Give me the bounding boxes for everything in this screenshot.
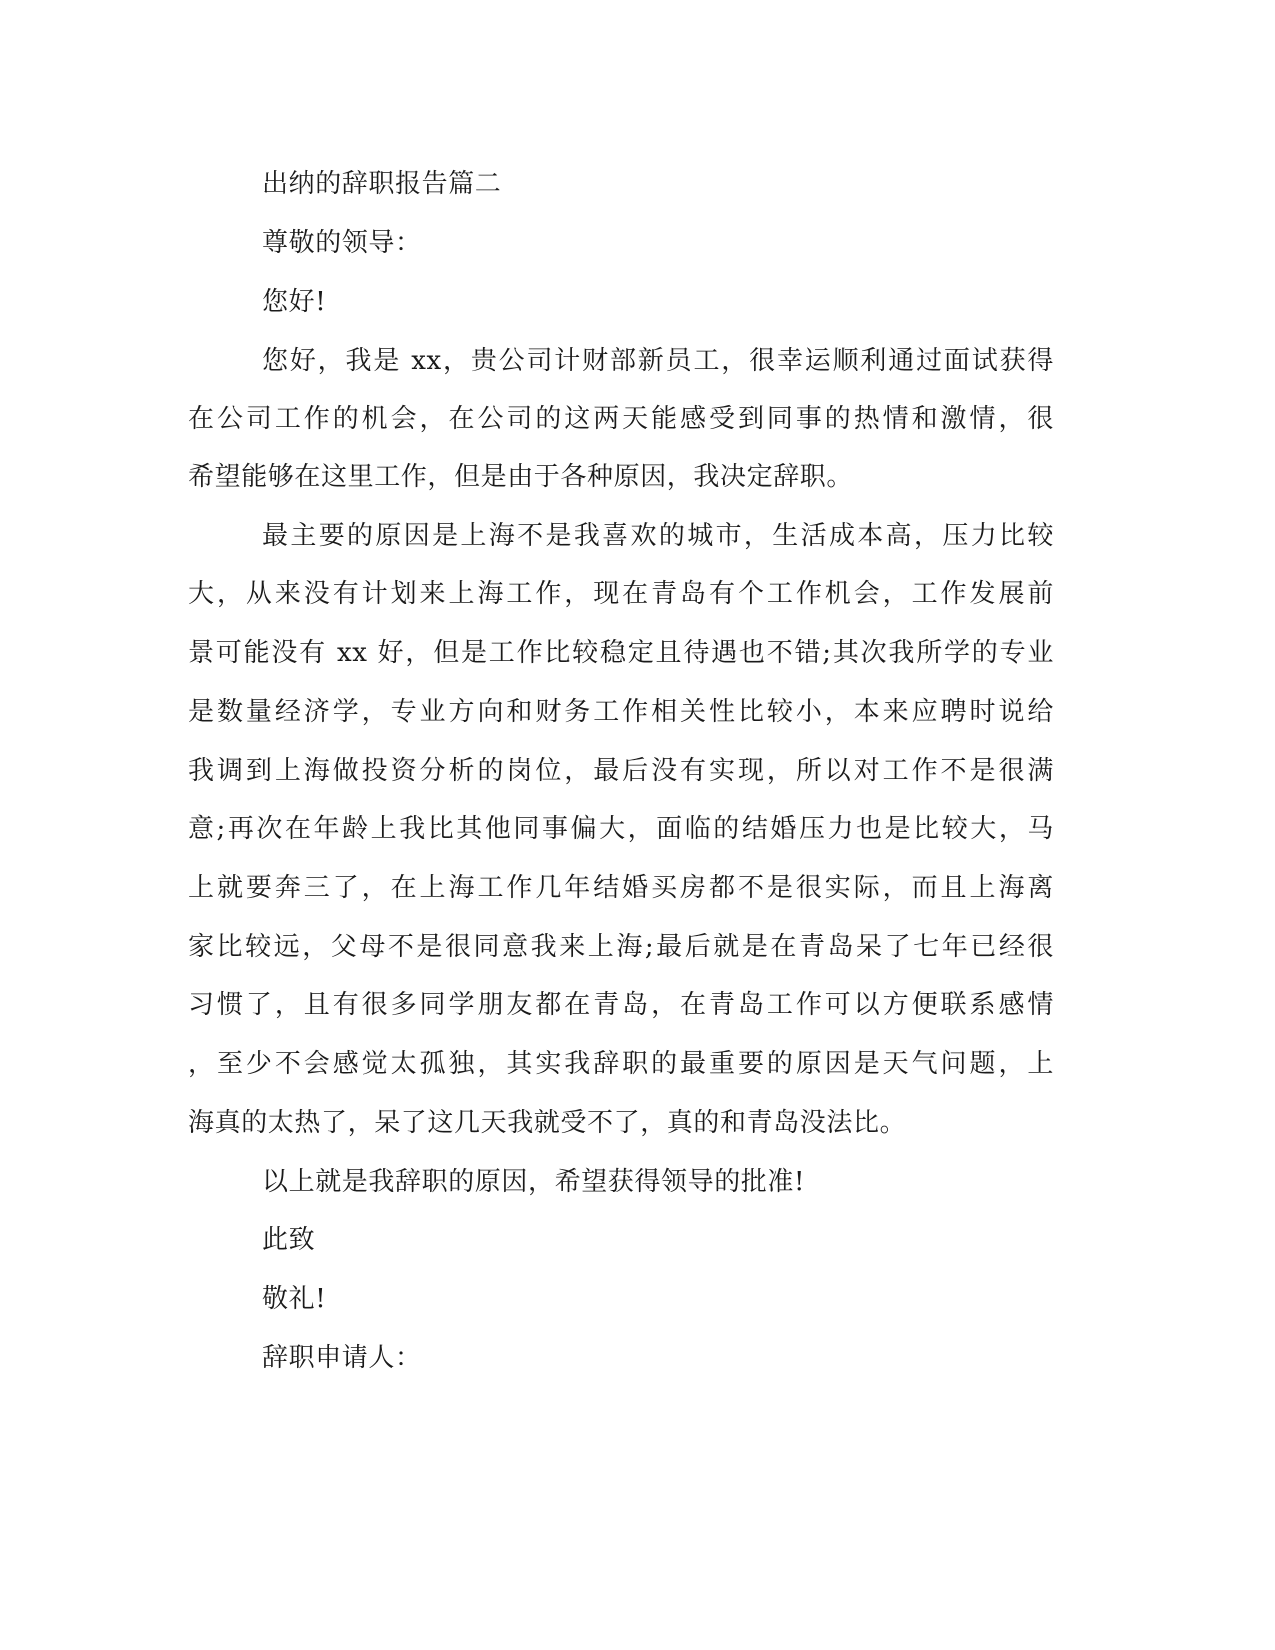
paragraph-2-line-4: 是数量经济学，专业方向和财务工作相关性比较小，本来应聘时说给 [188, 697, 1054, 727]
paragraph-2-line-2: 大，从来没有计划来上海工作，现在青岛有个工作机会，工作发展前 [188, 579, 1054, 609]
greeting: 您好! [262, 287, 327, 317]
closing-request: 以上就是我辞职的原因，希望获得领导的批准! [262, 1167, 806, 1197]
paragraph-2-line-11: 海真的太热了，呆了这几天我就受不了，真的和青岛没法比。 [188, 1108, 907, 1138]
paragraph-1-line-3: 希望能够在这里工作，但是由于各种原因，我决定辞职。 [188, 462, 854, 492]
paragraph-2-line-5: 我调到上海做投资分析的岗位，最后没有实现，所以对工作不是很满 [188, 756, 1054, 786]
closing-ci-zhi: 此致 [262, 1225, 316, 1255]
paragraph-2-line-3: 景可能没有 xx 好，但是工作比较稳定且待遇也不错;其次我所学的专业 [188, 638, 1054, 668]
paragraph-1-line-2: 在公司工作的机会，在公司的这两天能感受到同事的热情和激情，很 [188, 404, 1054, 434]
paragraph-2-line-1: 最主要的原因是上海不是我喜欢的城市，生活成本高，压力比较 [262, 521, 1054, 551]
salutation: 尊敬的领导： [262, 228, 422, 258]
paragraph-2-line-7: 上就要奔三了，在上海工作几年结婚买房都不是很实际，而且上海离 [188, 873, 1054, 903]
paragraph-1-line-1: 您好，我是 xx，贵公司计财部新员工，很幸运顺利通过面试获得 [262, 346, 1054, 376]
paragraph-2-line-6: 意;再次在年龄上我比其他同事偏大，面临的结婚压力也是比较大，马 [188, 814, 1054, 844]
signature-label: 辞职申请人： [262, 1343, 422, 1373]
paragraph-2-line-9: 习惯了，且有很多同学朋友都在青岛，在青岛工作可以方便联系感情 [188, 990, 1054, 1020]
paragraph-2-line-10: ，至少不会感觉太孤独，其实我辞职的最重要的原因是天气问题，上 [188, 1049, 1054, 1079]
document-title: 出纳的辞职报告篇二 [262, 169, 502, 199]
paragraph-2-line-8: 家比较远，父母不是很同意我来上海;最后就是在青岛呆了七年已经很 [188, 932, 1054, 962]
closing-jing-li: 敬礼! [262, 1284, 327, 1314]
